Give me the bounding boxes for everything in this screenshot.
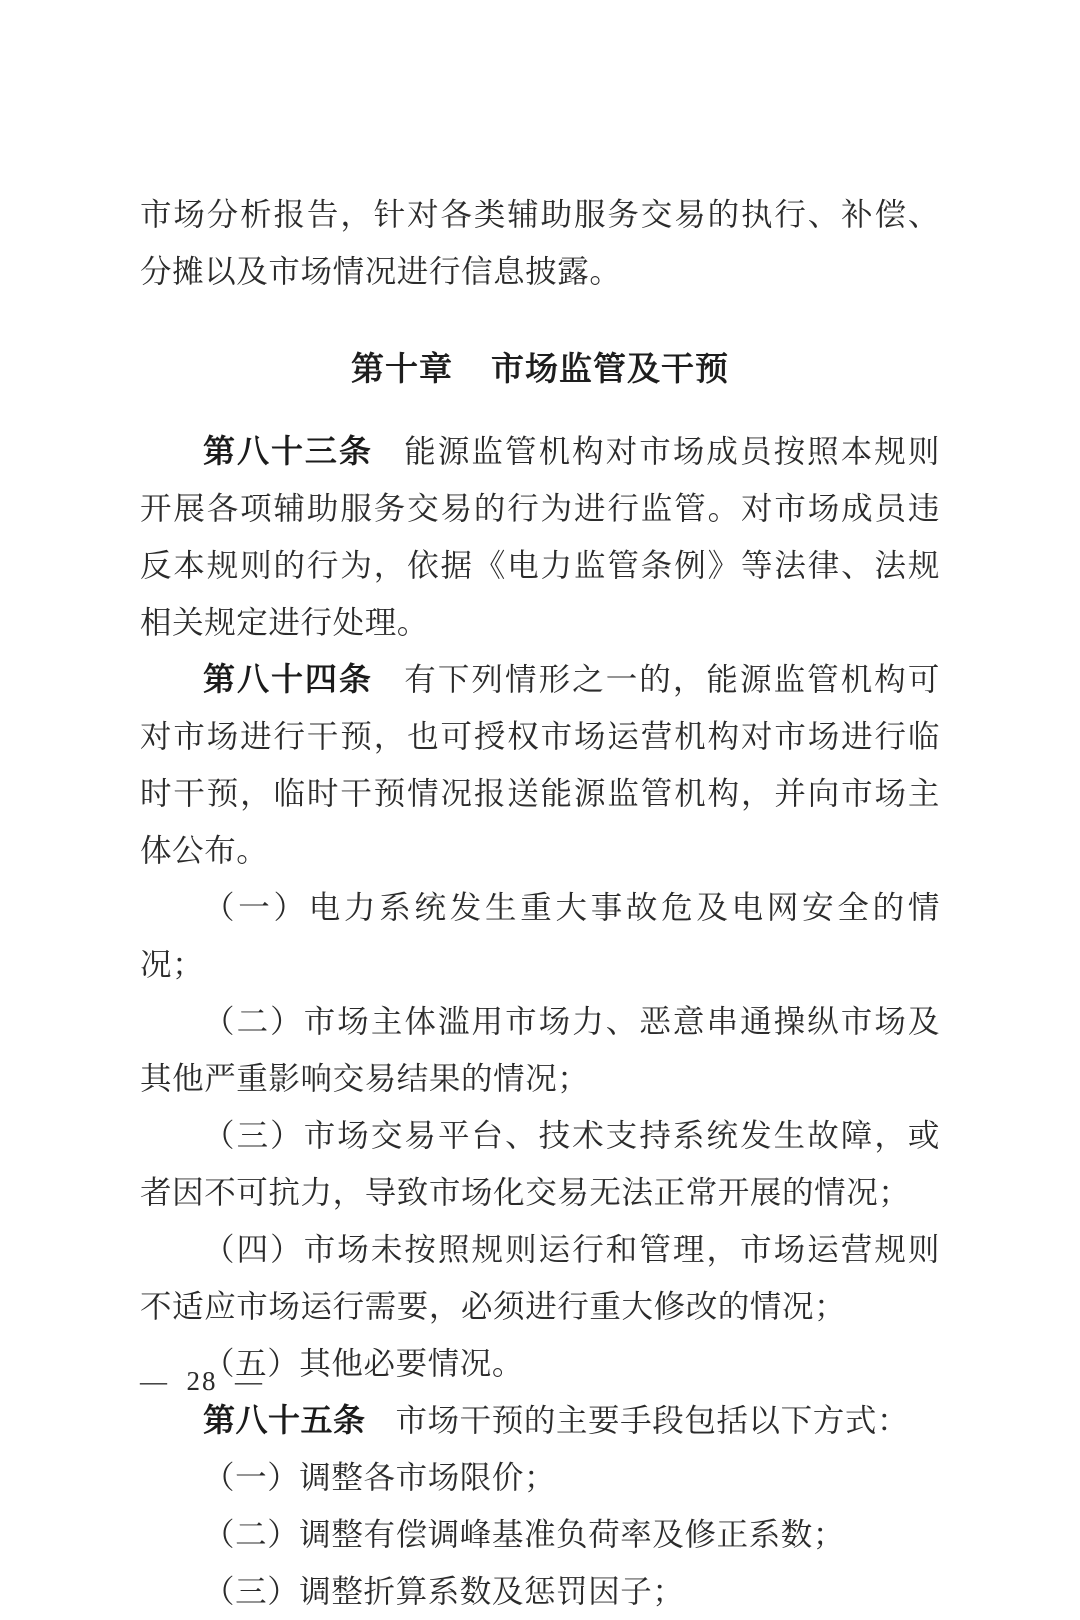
article-number: 第八十三条 (203, 433, 373, 469)
article-item: （二）调整有偿调峰基准负荷率及修正系数； (203, 1517, 846, 1552)
chapter-number: 第十章 (351, 350, 454, 387)
article-body: 能源监管机构对市场成员按照本规则开展各项辅助服务交易的行为进行监管。对市场成员违反本规则的行为，依据《电力监管条例》等法律、法规相关规定进行处理。 (140, 434, 940, 640)
article-paragraph (140, 423, 940, 651)
article-body: 有下列情形之一的，能源监管机构可对市场进行干预，也可授权市场运营机构对市场进行临时干预，临时干预情况报送能源监管机构，并向市场主体公布。 (140, 662, 940, 868)
article-item: （三）市场交易平台、技术支持系统发生故障，或者因不可抗力，导致市场化交易无法正常开展的情况； (140, 1118, 940, 1210)
article-item: （五）其他必要情况。 (203, 1346, 525, 1381)
page-content (140, 186, 940, 1620)
chapter-title: 市场监管及干预 (490, 350, 729, 387)
article-item: （一）电力系统发生重大事故危及电网安全的情况； (140, 890, 940, 982)
article-number: 第八十五条 (203, 1402, 366, 1438)
spacer-before-chapter (140, 300, 940, 340)
spacer-after-chapter (140, 397, 940, 423)
article-item: （二）市场主体滥用市场力、恶意串通操纵市场及其他严重影响交易结果的情况； (140, 1004, 940, 1096)
chapter-heading (140, 340, 940, 397)
article-body: 市场干预的主要手段包括以下方式： (395, 1403, 910, 1438)
continued-paragraph: 市场分析报告，针对各类辅助服务交易的执行、补偿、分摊以及市场情况进行信息披露。 (140, 197, 940, 289)
article-number: 第八十四条 (203, 661, 373, 697)
article-paragraph (140, 651, 940, 879)
article-item: （四）市场未按照规则运行和管理，市场运营规则不适应市场运行需要，必须进行重大修改的情况； (140, 1232, 940, 1324)
page-number-footer: — 28 — (140, 1366, 264, 1396)
article-item: （一）调整各市场限价； (203, 1460, 557, 1495)
article-paragraph (140, 1392, 940, 1449)
article-item: （三）调整折算系数及惩罚因子； (203, 1574, 685, 1609)
